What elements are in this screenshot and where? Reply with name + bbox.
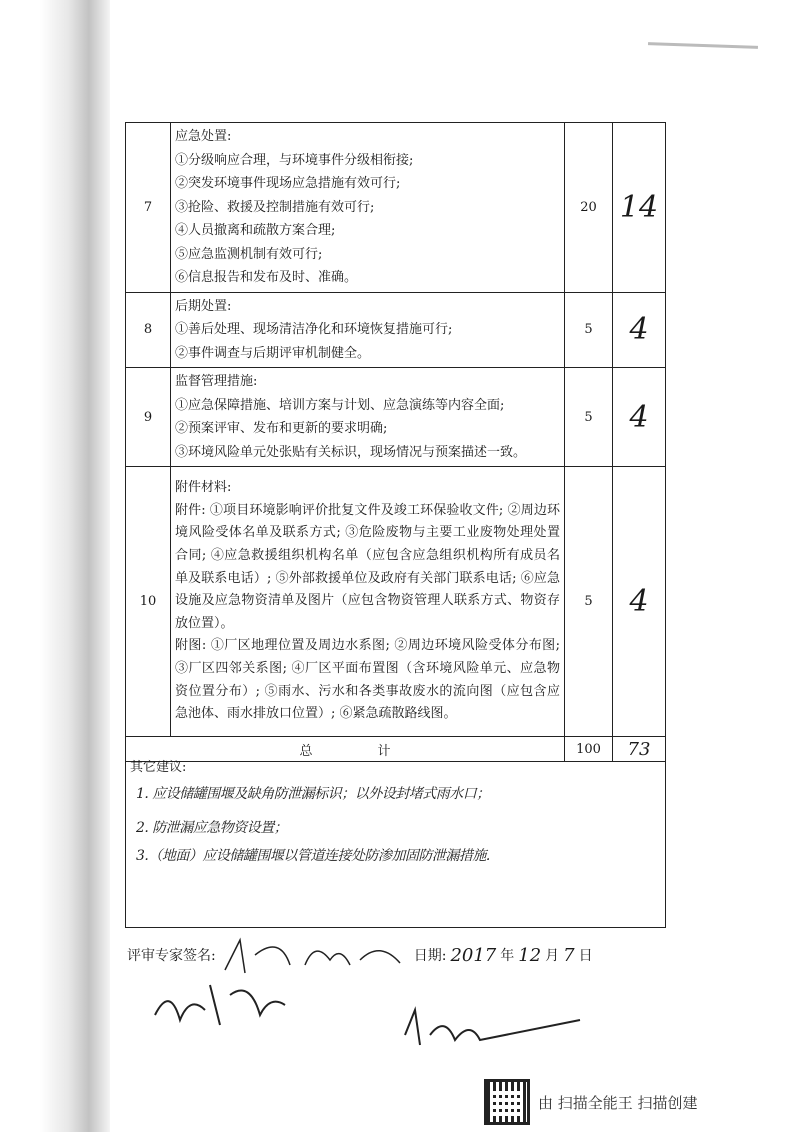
table-row: [126, 368, 666, 467]
qr-code-icon: [484, 1079, 530, 1125]
criterion: ⑥信息报告和发布及时、准确。: [175, 270, 358, 285]
handwritten-signature: [400, 1005, 590, 1055]
row-content: [171, 123, 565, 293]
max-score: 5: [565, 368, 613, 467]
suggestion-item: 1. 应设储罐围堰及缺角防泄漏标识；以外设封堵式雨水口；: [136, 786, 490, 802]
scanner-watermark: [484, 1079, 698, 1125]
row-number: 9: [126, 368, 171, 467]
date-label: 日期:: [413, 948, 447, 964]
max-score: 5: [565, 292, 613, 368]
criterion: ③环境风险单元处张贴有关标识，现场情况与预案描述一致。: [175, 444, 527, 460]
suggestion-item: 3.（地面）应设储罐围堰以管道连接处防渗加固防泄漏措施.: [136, 848, 490, 864]
row-content: [171, 368, 565, 467]
suggestion-item: 2. 防泄漏应急物资设置；: [136, 820, 288, 836]
date-day: 7: [563, 944, 575, 966]
max-score: 20: [565, 123, 613, 293]
awarded-score: 4: [613, 467, 666, 737]
row-number: 7: [126, 123, 171, 293]
criterion: ④人员撤离和疏散方案合理;: [175, 223, 336, 238]
row-content: [171, 467, 565, 737]
total-awarded-score: 73: [613, 737, 666, 762]
row-number: 10: [126, 467, 171, 737]
criterion: ⑤应急监测机制有效可行;: [175, 246, 323, 262]
row-title: 应急处置:: [175, 129, 232, 144]
month-unit: 月: [545, 948, 560, 964]
attachments-list: 附件: ①项目环境影响评价批复文件及竣工环保验收文件; ②周边环境风险受体名单及联系方式; ③危险废物与主要工业废物处理处置合同; ④应急救援组织机构名单（应包含应急组织机构所有成员名单及联系电话）; ⑤外部救援单位及政府有关部门联系电话; ⑥应急设施及应急物资清单及图片（应包含物资管理人联系方式、物资存放位置）。: [175, 502, 560, 631]
criterion: ①分级响应合理，与环境事件分级相衔接;: [175, 152, 414, 168]
criterion: ②预案评审、发布和更新的要求明确;: [175, 421, 388, 436]
awarded-score: 4: [613, 368, 666, 467]
table-row: [126, 123, 666, 293]
table-row: [126, 467, 666, 737]
criterion: ①应急保障措施、培训方案与计划、应急演练等内容全面;: [175, 397, 505, 413]
row-title: 附件材料:: [175, 480, 232, 496]
criterion: ①善后处理、现场清洁净化和环境恢复措施可行;: [175, 322, 453, 337]
signature-label: 评审专家签名:: [127, 948, 216, 964]
max-score: 5: [565, 467, 613, 737]
day-unit: 日: [578, 948, 593, 964]
row-content: [171, 292, 565, 368]
evaluation-table: [125, 122, 666, 762]
scan-mark: [648, 42, 758, 49]
suggestions-heading: 其它建议:: [130, 760, 187, 775]
awarded-score: 14: [613, 123, 666, 293]
figures-list: 附图: ①厂区地理位置及周边水系图; ②周边环境风险受体分布图; ③厂区四邻关系图; ④厂区平面布置图（含环境风险单元、应急物资位置分布）; ⑤雨水、污水和各类事故废水的流向图（应包含应急池体、雨水排放口位置）; ⑥紧急疏散路线图。: [175, 638, 560, 722]
criterion: ②突发环境事件现场应急措施有效可行;: [175, 176, 401, 191]
date-year: 2017: [450, 944, 497, 966]
handwritten-signature: [150, 975, 290, 1035]
scan-edge-shadow: [40, 0, 110, 1132]
row-title: 监督管理措施:: [175, 374, 258, 389]
date-month: 12: [518, 944, 542, 966]
row-title: 后期处置:: [175, 298, 232, 314]
total-max-score: 100: [565, 737, 613, 762]
awarded-score: 4: [613, 292, 666, 368]
total-label: 总 计: [126, 737, 565, 762]
criterion: ③抢险、救援及控制措施有效可行;: [175, 199, 375, 215]
row-number: 8: [126, 292, 171, 368]
signature-line: [127, 935, 593, 975]
table-row: [126, 292, 666, 368]
suggestions-box: [125, 752, 666, 928]
watermark-text: 由 扫描全能王 扫描创建: [538, 1093, 698, 1112]
year-unit: 年: [500, 948, 515, 964]
criterion: ②事件调查与后期评审机制健全。: [175, 345, 371, 361]
handwritten-signature: [220, 935, 410, 975]
